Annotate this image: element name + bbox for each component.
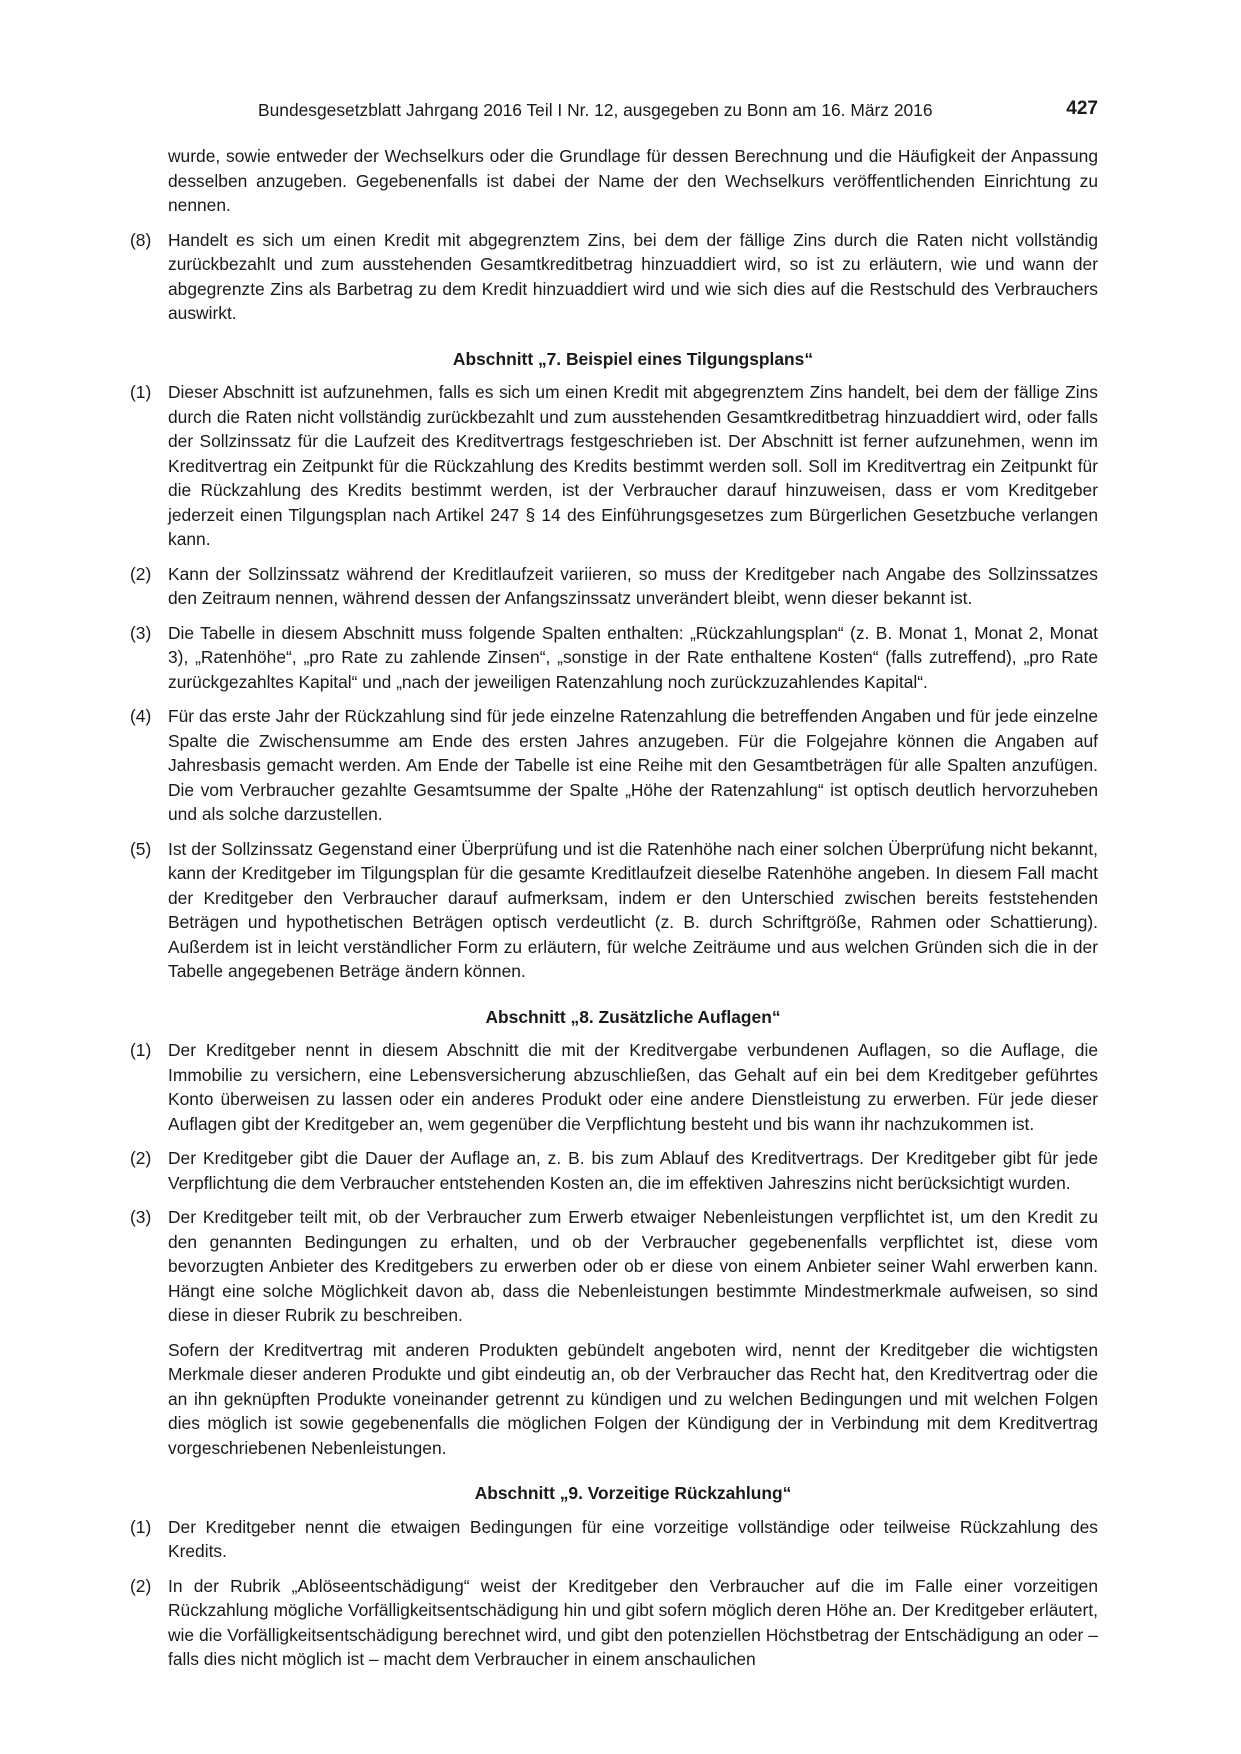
s9-paragraph-1	[130, 1515, 1098, 1564]
section-heading-9: Abschnitt „9. Vorzeitige Rückzahlung“	[474, 1483, 792, 1503]
paragraph-number: (5)	[130, 838, 152, 859]
s8-paragraph-3	[130, 1205, 1098, 1328]
paragraph-text: Der Kreditgeber nennt die etwaigen Bedingungen für eine vorzeitige vollständige oder teilweise Rückzahlung des Kredits.	[168, 1516, 1098, 1561]
page-number: 427	[1066, 98, 1098, 119]
page-header	[258, 98, 1098, 124]
paragraph-text: In der Rubrik „Ablöseentschädigung“ weist der Kreditgeber den Verbraucher auf die im Falle einer vorzeitigen Rückzahlung mögliche Vorfälligkeitsentschädigung hin und gibt sofern möglich deren Höhe an. Der Kreditgeber erläutert, wie die Vorfälligkeitsentschädigung berechnet wird, und gibt den potenziellen Höchstbetrag der Entschädigung an oder – falls dies nicht möglich ist – macht dem Verbraucher in einem anschaulichen	[168, 1575, 1098, 1669]
paragraph-number: (8)	[130, 229, 152, 250]
s7-paragraph-5	[130, 837, 1098, 984]
paragraph-number: (2)	[130, 1575, 152, 1596]
page-body	[130, 144, 1098, 1682]
paragraph-text: Dieser Abschnitt ist aufzunehmen, falls es sich um einen Kredit mit abgegrenztem Zins handelt, bei dem der fällige Zins durch die Raten nicht vollständig zurückbezahlt und zum ausstehenden Gesamtkreditbetrag hinzuaddiert wird, oder falls der Sollzinssatz für die Laufzeit des Kreditvertrags festgeschrieben ist. Der Abschnitt ist ferner aufzunehmen, wenn im Kreditvertrag ein Zeitpunkt für die Rückzahlung des Kredits bestimmt werden soll. Soll im Kreditvertrag ein Zeitpunkt für die Rückzahlung des Kredits bestimmt werden, ist der Verbraucher darauf hinzuweisen, dass er vom Kreditgeber jederzeit einen Tilgungsplan nach Artikel 247 § 14 des Einführungsgesetzes zum Bürgerlichen Gesetzbuche verlangen kann.	[168, 382, 1098, 549]
paragraph-number: (4)	[130, 706, 152, 726]
paragraph-number: (2)	[130, 563, 152, 584]
paragraph-number: (2)	[130, 1148, 152, 1168]
paragraph-text: Die Tabelle in diesem Abschnitt muss folgende Spalten enthalten: „Rückzahlungsplan“ (z. B. Monat 1, Monat 2, Monat 3), „Ratenhöhe“, „pro Rate zu zahlende Zinsen“, „sonstige in der Rate enthaltene Kosten“ (falls zutreffend), „pro Rate zurückgezahltes Kapital“ und „nach der jeweiligen Ratenzahlung noch zurückzuzahlendes Kapital“.	[168, 622, 1098, 692]
s7-paragraph-4	[130, 704, 1098, 827]
s7-paragraph-2	[130, 562, 1098, 611]
s8-paragraph-1	[130, 1038, 1098, 1136]
s8-paragraph-2	[130, 1146, 1098, 1195]
header-title: Bundesgesetzblatt Jahrgang 2016 Teil I Nr. 12, ausgegeben zu Bonn am 16. März 2016	[258, 100, 933, 120]
paragraph-number: (1)	[130, 382, 152, 402]
paragraph-number: (1)	[130, 1516, 152, 1537]
paragraph-text: Handelt es sich um einen Kredit mit abgegrenztem Zins, bei dem der fällige Zins durch die Raten nicht vollständig zurückbezahlt und zum ausstehenden Gesamtkreditbetrag hinzuaddiert wird, so ist zu erläutern, wie und wann der abgegrenzte Zins als Barbetrag zu dem Kredit hinzuaddiert wird und wie sich dies auf die Restschuld des Verbrauchers auswirkt.	[168, 229, 1098, 323]
paragraph-number: (3)	[130, 1207, 152, 1227]
paragraph-text: Der Kreditgeber teilt mit, ob der Verbraucher zum Erwerb etwaiger Nebenleistungen verpflichtet ist, um den Kredit zu den genannten Bedingungen zu erhalten, und ob der Verbraucher gegebenenfalls verpflichtet ist, diese vom bevorzugten Anbieter des Kreditgebers zu erwerben oder ob er diese von einem Anbieter seiner Wahl erwerben kann. Hängt eine solche Möglichkeit davon ab, dass die Nebenleistungen bestimmte Mindestmerkmale aufweisen, so sind diese in dieser Rubrik zu beschreiben.	[168, 1207, 1098, 1325]
paragraph-text: Der Kreditgeber nennt in diesem Abschnitt die mit der Kreditvergabe verbundenen Auflagen, so die Auflage, die Immobilie zu versichern, eine Lebensversicherung abzuschließen, das Gehalt auf ein bei dem Kreditgeber geführtes Konto überweisen zu lassen oder ein anderes Produkt oder eine andere Dienstleistung zu erwerben. Für jede dieser Auflagen gibt der Kreditgeber an, wem gegenüber die Verpflichtung besteht und bis wann ihr nachzukommen ist.	[168, 1040, 1098, 1134]
paragraph-text: Ist der Sollzinssatz Gegenstand einer Überprüfung und ist die Ratenhöhe nach einer solchen Überprüfung nicht bekannt, kann der Kreditgeber im Tilgungsplan für die gesamte Kreditlaufzeit dieselbe Ratenhöhe angeben. In diesem Fall macht der Kreditgeber den Verbraucher darauf aufmerksam, indem er den Unterschied zwischen bereits feststehenden Beträgen und hypothetischen Beträgen optisch verdeutlicht (z. B. durch Schriftgröße, Rahmen oder Schattierung). Außerdem ist in leicht verständlicher Form zu erläutern, für welche Zeiträume und aus welchen Gründen sich die in der Tabelle angegebenen Beträge ändern können.	[168, 838, 1098, 981]
s9-paragraph-2	[130, 1574, 1098, 1672]
paragraph-text: Kann der Sollzinssatz während der Kreditlaufzeit variieren, so muss der Kreditgeber nach Angabe des Sollzinssatzes den Zeitraum nennen, während dessen der Anfangszinssatz unverändert bleibt, wenn dieser bekannt ist.	[168, 563, 1098, 608]
s7-paragraph-1	[130, 380, 1098, 552]
paragraph-text: Sofern der Kreditvertrag mit anderen Produkten gebündelt angeboten wird, nennt der Kreditgeber die wichtigsten Merkmale dieser anderen Produkte und gibt eindeutig an, ob der Verbraucher das Recht hat, den Kreditvertrag oder die an ihn geknüpften Produkte voneinander getrennt zu kündigen und zu welchen Bedingungen und mit welchen Folgen dies möglich ist sowie gegebenenfalls die möglichen Folgen der Kündigung der in Verbindung mit dem Kreditvertrag vorgeschriebenen Nebenleistungen.	[168, 1339, 1098, 1458]
paragraph-number: (3)	[130, 622, 152, 643]
s7-paragraph-3	[130, 621, 1098, 695]
section-heading-7: Abschnitt „7. Beispiel eines Tilgungsplans“	[452, 348, 814, 369]
section-heading-8: Abschnitt „8. Zusätzliche Auflagen“	[485, 1006, 781, 1027]
paragraph-text: wurde, sowie entweder der Wechselkurs oder die Grundlage für dessen Berechnung und die Häufigkeit der Anpassung desselben anzugeben. Gegebenenfalls ist dabei der Name der den Wechselkurs veröffentlichenden Einrichtung zu nennen.	[168, 146, 1098, 215]
paragraph-text: Für das erste Jahr der Rückzahlung sind für jede einzelne Ratenzahlung die betreffenden Angaben und für jede einzelne Spalte die Zwischensumme am Ende des ersten Jahres anzugeben. Für die Folgejahre können die Angaben auf Jahresbasis gemacht werden. Am Ende der Tabelle ist eine Reihe mit den Gesamtbeträgen für alle Spalten anzufügen. Die vom Verbraucher gezahlte Gesamtsumme der Spalte „Höhe der Ratenzahlung“ ist optisch deutlich hervorzuheben und als solche darzustellen.	[168, 706, 1098, 824]
intro-paragraph	[130, 144, 1098, 218]
paragraph-8	[130, 228, 1098, 326]
s8-continuation-paragraph	[130, 1338, 1098, 1461]
paragraph-number: (1)	[130, 1040, 152, 1060]
paragraph-text: Der Kreditgeber gibt die Dauer der Auflage an, z. B. bis zum Ablauf des Kreditvertrags. Der Kreditgeber gibt für jede Verpflichtung die dem Verbraucher entstehenden Kosten an, die im effektiven Jahreszins nicht berücksichtigt wurden.	[168, 1148, 1098, 1193]
